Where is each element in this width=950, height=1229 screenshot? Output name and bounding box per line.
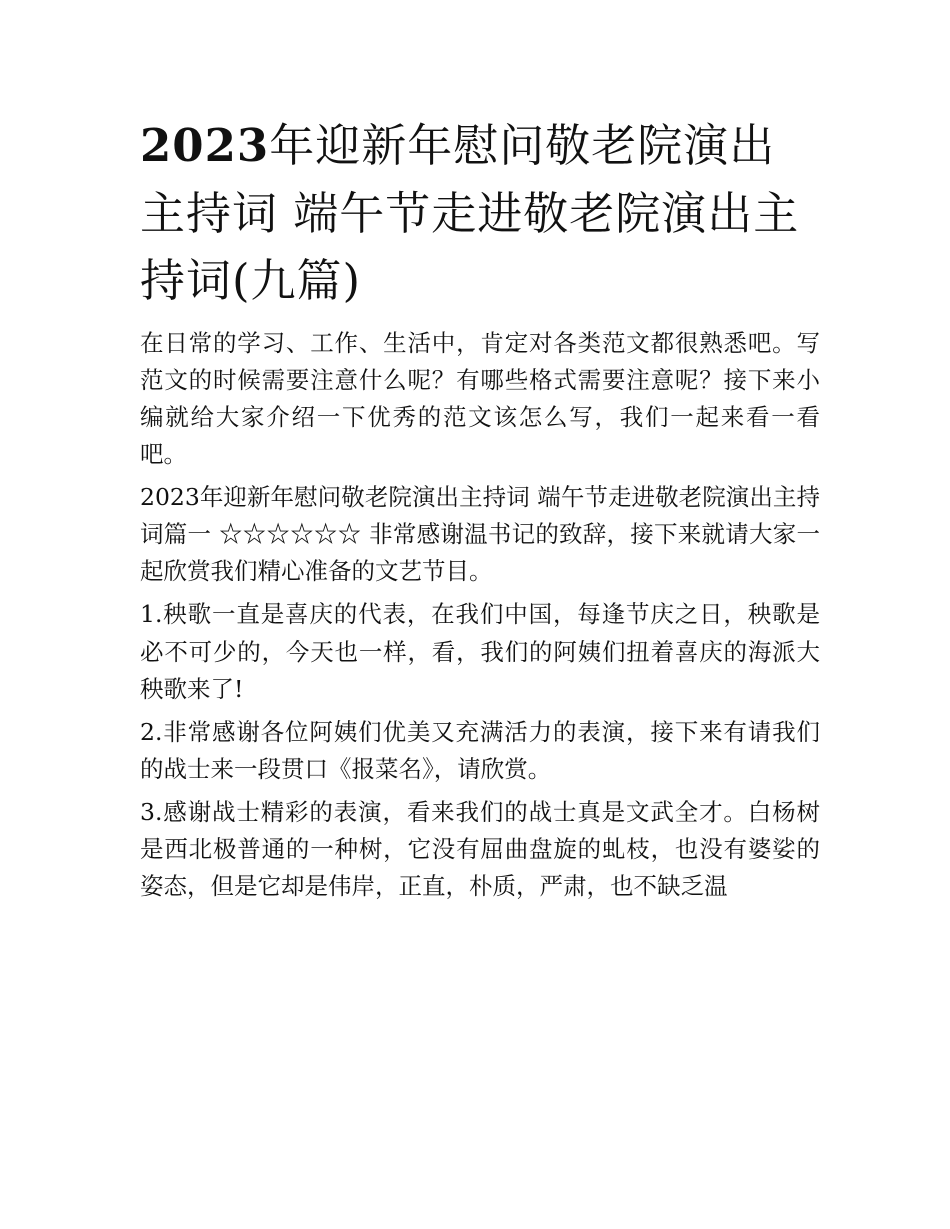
section-heading-paragraph: 2023年迎新年慰问敬老院演出主持词 端午节走进敬老院演出主持词篇一 ☆☆☆☆☆☆ 非常感谢温书记的致辞，接下来就请大家一起欣赏我们精心准备的文艺节目。 xyxy=(140,483,820,586)
item-2-paragraph: 2.非常感谢各位阿姨们优美又充满活力的表演，接下来有请我们的战士来一段贯口《报菜名》，请欣赏。 xyxy=(140,717,820,783)
document-page xyxy=(140,112,820,911)
document-title xyxy=(140,112,820,315)
document-body xyxy=(140,325,820,906)
title-year: 2023 xyxy=(140,119,270,172)
intro-paragraph: 在日常的学习、工作、生活中，肯定对各类范文都很熟悉吧。写范文的时候需要注意什么呢？有哪些格式需要注意呢？接下来小编就给大家介绍一下优秀的范文该怎么写，我们一起来看一看吧。 xyxy=(140,328,820,468)
item-3-paragraph: 3.感谢战士精彩的表演，看来我们的战士真是文武全才。白杨树是西北极普通的一种树，它没有屈曲盘旋的虬枝，也没有婆娑的姿态，但是它却是伟岸，正直，朴质，严肃，也不缺乏温 xyxy=(140,798,820,901)
title-text: 年迎新年慰问敬老院演出主持词 端午节走进敬老院演出主持词(九篇) xyxy=(140,119,800,307)
item-1-paragraph: 1.秧歌一直是喜庆的代表，在我们中国，每逢节庆之日，秧歌是必不可少的，今天也一样，看，我们的阿姨们扭着喜庆的海派大秧歌来了! xyxy=(140,600,820,703)
